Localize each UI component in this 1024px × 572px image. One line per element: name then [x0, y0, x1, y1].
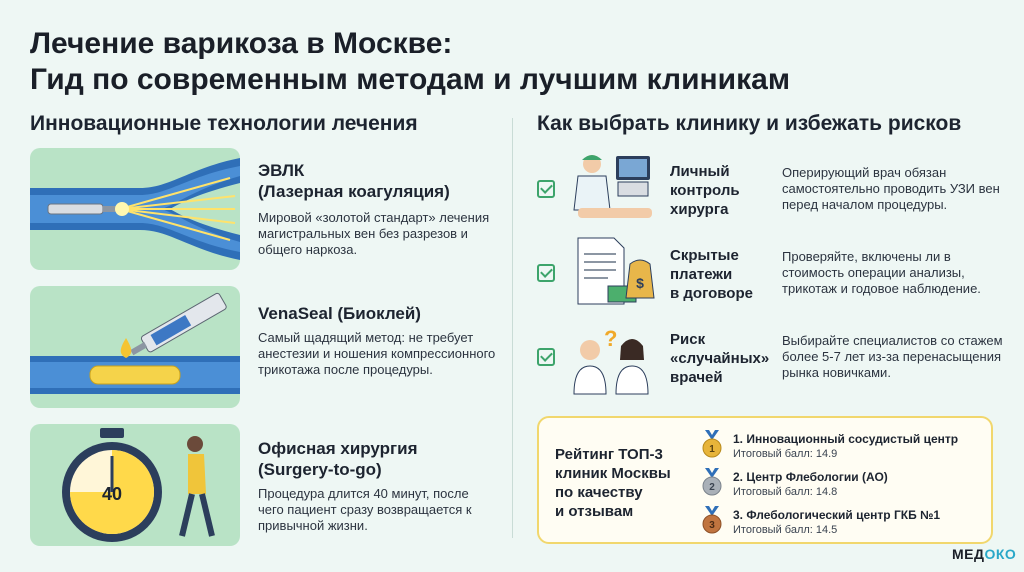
left-section-heading: Инновационные технологии лечения: [30, 112, 418, 135]
risk-desc-payments: Проверяйте, включены ли в стоимость операции анализы, трикотаж и годовое наблюдение.: [782, 249, 981, 296]
risk-title-line: контроль: [670, 182, 740, 199]
logo-part-2: ОКО: [984, 546, 1017, 562]
svg-text:1: 1: [709, 444, 715, 455]
tech-title-line: Офисная хирургия: [258, 439, 418, 458]
risk-title-line: Личный: [670, 163, 730, 180]
risk-title-line: Риск: [670, 331, 706, 348]
clinic-name: 1. Инновационный сосудистый центр: [733, 432, 959, 446]
risk-title-line: хирурга: [670, 201, 729, 218]
logo-part-1: МЕД: [952, 546, 985, 562]
rating-heading-line: клиник Москвы: [555, 465, 671, 482]
tech-title-line: (Surgery-to-go): [258, 460, 382, 479]
check-icon: [537, 264, 555, 282]
tech-desc-venaseal: Самый щадящий метод: не требует анестезии и ношения компрессионного трикотажа после процедуры.: [258, 330, 496, 377]
clinic-score: Итоговый балл: 14.9: [733, 448, 838, 460]
svg-text:$: $: [636, 275, 644, 291]
tech-title-venaseal: VenaSeal (Биоклей): [258, 304, 421, 323]
risk-title-line: Скрытые: [670, 247, 739, 264]
timer-value: 40: [101, 484, 123, 504]
risk-title-line: платежи: [670, 266, 733, 283]
gold-medal-icon: [701, 430, 723, 458]
risk-title-doctors: [670, 330, 775, 387]
tech-desc-office: Процедура длится 40 минут, после чего пациент сразу возвращается к привычной жизни.: [258, 486, 472, 533]
check-icon: [537, 180, 555, 198]
risk-desc-control: Оперирующий врач обязан самостоятельно проводить УЗИ вен перед началом процедуры.: [782, 165, 1000, 212]
doctors-question-icon: [568, 322, 658, 402]
tech-title-line: ЭВЛК: [258, 161, 305, 180]
svg-text:3: 3: [709, 520, 715, 531]
risk-title-line: в договоре: [670, 285, 753, 302]
title-line-2: Гид по современным методам и лучшим клиникам: [30, 63, 791, 96]
title-line-1: Лечение варикоза в Москве:: [30, 27, 453, 60]
clinic-name: 2. Центр Флебологии (АО): [733, 470, 888, 484]
rating-heading: [555, 445, 695, 521]
laser-vein-icon: [30, 148, 240, 270]
right-section-heading: Как выбрать клинику и избежать рисков: [537, 112, 962, 135]
risk-title-payments: [670, 246, 775, 303]
rating-heading-line: и отзывам: [555, 503, 634, 520]
tech-title-office: [258, 438, 418, 480]
clinic-score: Итоговый балл: 14.5: [733, 524, 838, 536]
rating-heading-line: Рейтинг ТОП-3: [555, 446, 663, 463]
rating-heading-line: по качеству: [555, 484, 643, 501]
check-icon: [537, 348, 555, 366]
contract-money-icon: [568, 234, 658, 314]
clinic-score: Итоговый балл: 14.8: [733, 486, 838, 498]
svg-text:2: 2: [709, 482, 715, 493]
risk-title-control: [670, 162, 775, 219]
brand-logo[interactable]: [952, 546, 1016, 562]
risk-desc-doctors: Выбирайте специалистов со стажем более 5-7 лет из-за перенасыщения рынка новичками.: [782, 333, 1003, 380]
bronze-medal-icon: [701, 506, 723, 534]
risk-title-line: «случайных»: [670, 350, 770, 367]
tech-desc-evlk: Мировой «золотой стандарт» лечения магистральных вен без разрезов и общего наркоза.: [258, 210, 490, 257]
surgeon-ultrasound-icon: [568, 150, 658, 230]
glue-syringe-icon: [30, 286, 240, 408]
tech-title-evlk: [258, 160, 450, 202]
stopwatch-walking-icon: [30, 424, 240, 546]
clinic-name: 3. Флебологический центр ГКБ №1: [733, 508, 941, 522]
svg-text:?: ?: [604, 326, 618, 351]
page-title: [30, 26, 790, 98]
silver-medal-icon: [701, 468, 723, 496]
rating-box: [537, 416, 993, 544]
risk-title-line: врачей: [670, 369, 723, 386]
tech-title-line: (Лазерная коагуляция): [258, 182, 450, 201]
column-divider: [512, 118, 513, 538]
